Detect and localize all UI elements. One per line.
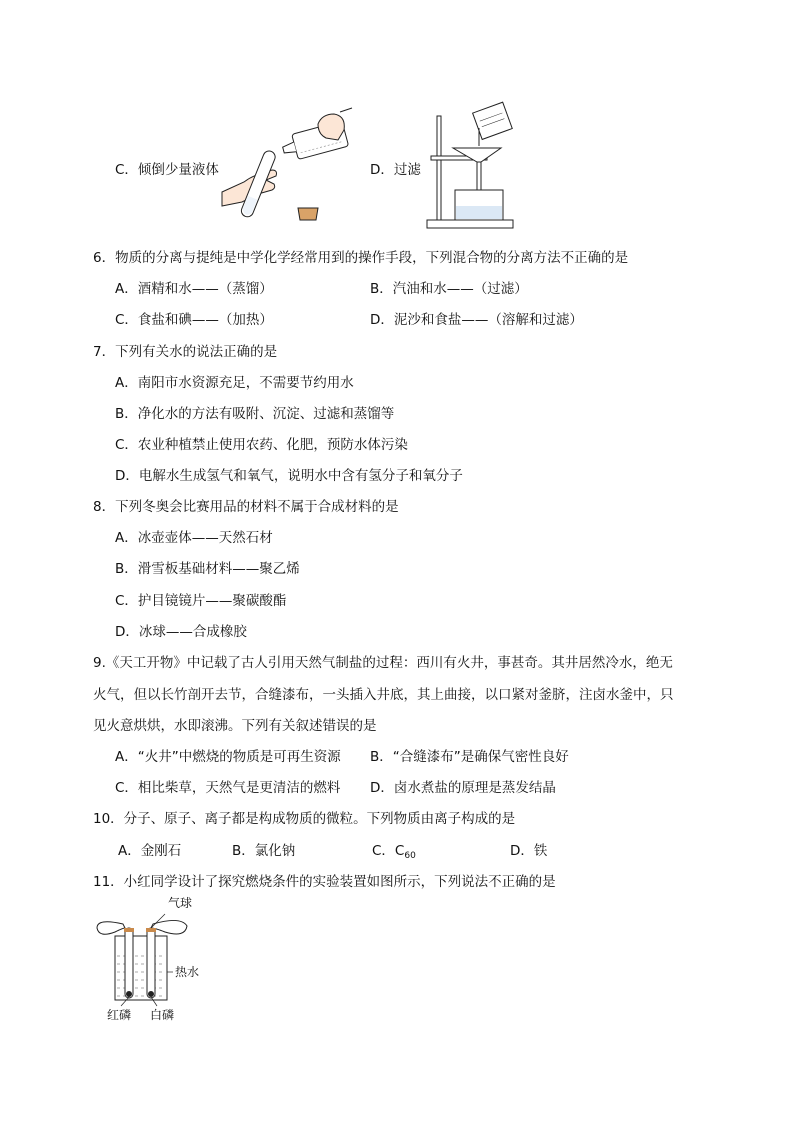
q8-stem: 8．下列冬奥会比赛用品的材料不属于合成材料的是 [93,499,399,515]
q10-option-c [372,842,416,865]
q10-option-b: B．氯化钠 [232,843,296,859]
q6-option-c: C．食盐和碘——（加热） [115,312,273,328]
q8-option-b: B．滑雪板基础材料——聚乙烯 [115,561,300,577]
q7-option-c: C．农业种植禁止使用农药、化肥，预防水体污染 [115,437,408,453]
q7-option-b: B．净化水的方法有吸附、沉淀、过滤和蒸馏等 [115,406,395,422]
q9-option-d: D．卤水煮盐的原理是蒸发结晶 [370,780,556,796]
q10-option-c-text: C．C [372,843,405,859]
q6-option-a: A．酒精和水——（蒸馏） [115,281,273,297]
label-white-phosphorus: 白磷 [150,1008,175,1022]
q7-stem: 7．下列有关水的说法正确的是 [93,344,278,360]
q9-option-a: A．“火井”中燃烧的物质是可再生资源 [115,749,341,765]
q8-option-d: D．冰球——合成橡胶 [115,624,247,640]
q8-option-c: C．护目镜镜片——聚碳酸酯 [115,593,287,609]
q5-option-c: C．倾倒少量液体 [115,162,219,178]
q9-stem-line-2: 火气，但以长竹剖开去节，合缝漆布，一头插入井底，其上曲接，以口紧对釜脐，注卤水釜中，只 [93,687,674,703]
q6-option-b: B．汽油和水——（过滤） [370,281,528,297]
q6-option-d: D．泥沙和食盐——（溶解和过滤） [370,312,583,328]
pouring-liquid-figure [222,110,362,225]
label-balloon: 气球 [168,896,193,910]
label-hot-water: 热水 [175,965,200,979]
q10-option-c-subscript: 60 [404,851,416,861]
q10-option-d: D．铁 [510,843,548,859]
q9-option-c: C．相比柴草，天然气是更清洁的燃料 [115,780,341,796]
q9-option-b: B．“合缝漆布”是确保气密性良好 [370,749,569,765]
q10-stem: 10．分子、原子、离子都是构成物质的微粒。下列物质由离子构成的是 [93,811,516,827]
q9-stem-line-3: 见火意烘烘，水即滚沸。下列有关叙述错误的是 [93,718,377,734]
q7-option-d: D．电解水生成氢气和氧气，说明水中含有氢分子和氧分子 [115,468,463,484]
q6-stem: 6．物质的分离与提纯是中学化学经常用到的操作手段，下列混合物的分离方法不正确的是 [93,250,629,266]
q8-option-a: A．冰壶壶体——天然石材 [115,530,273,546]
combustion-experiment-figure [95,898,205,1023]
q7-option-a: A．南阳市水资源充足，不需要节约用水 [115,375,354,391]
q10-option-a: A．金刚石 [118,843,182,859]
q11-stem: 11．小红同学设计了探究燃烧条件的实验装置如图所示，下列说法不正确的是 [93,874,556,890]
filtration-figure [425,102,525,232]
q9-stem-line-1: 9.《天工开物》中记载了古人引用天然气制盐的过程：西川有火井，事甚奇。其井居然冷水，绝无 [93,655,673,671]
label-red-phosphorus: 红磷 [107,1008,132,1022]
q5-option-d: D．过滤 [370,162,421,178]
